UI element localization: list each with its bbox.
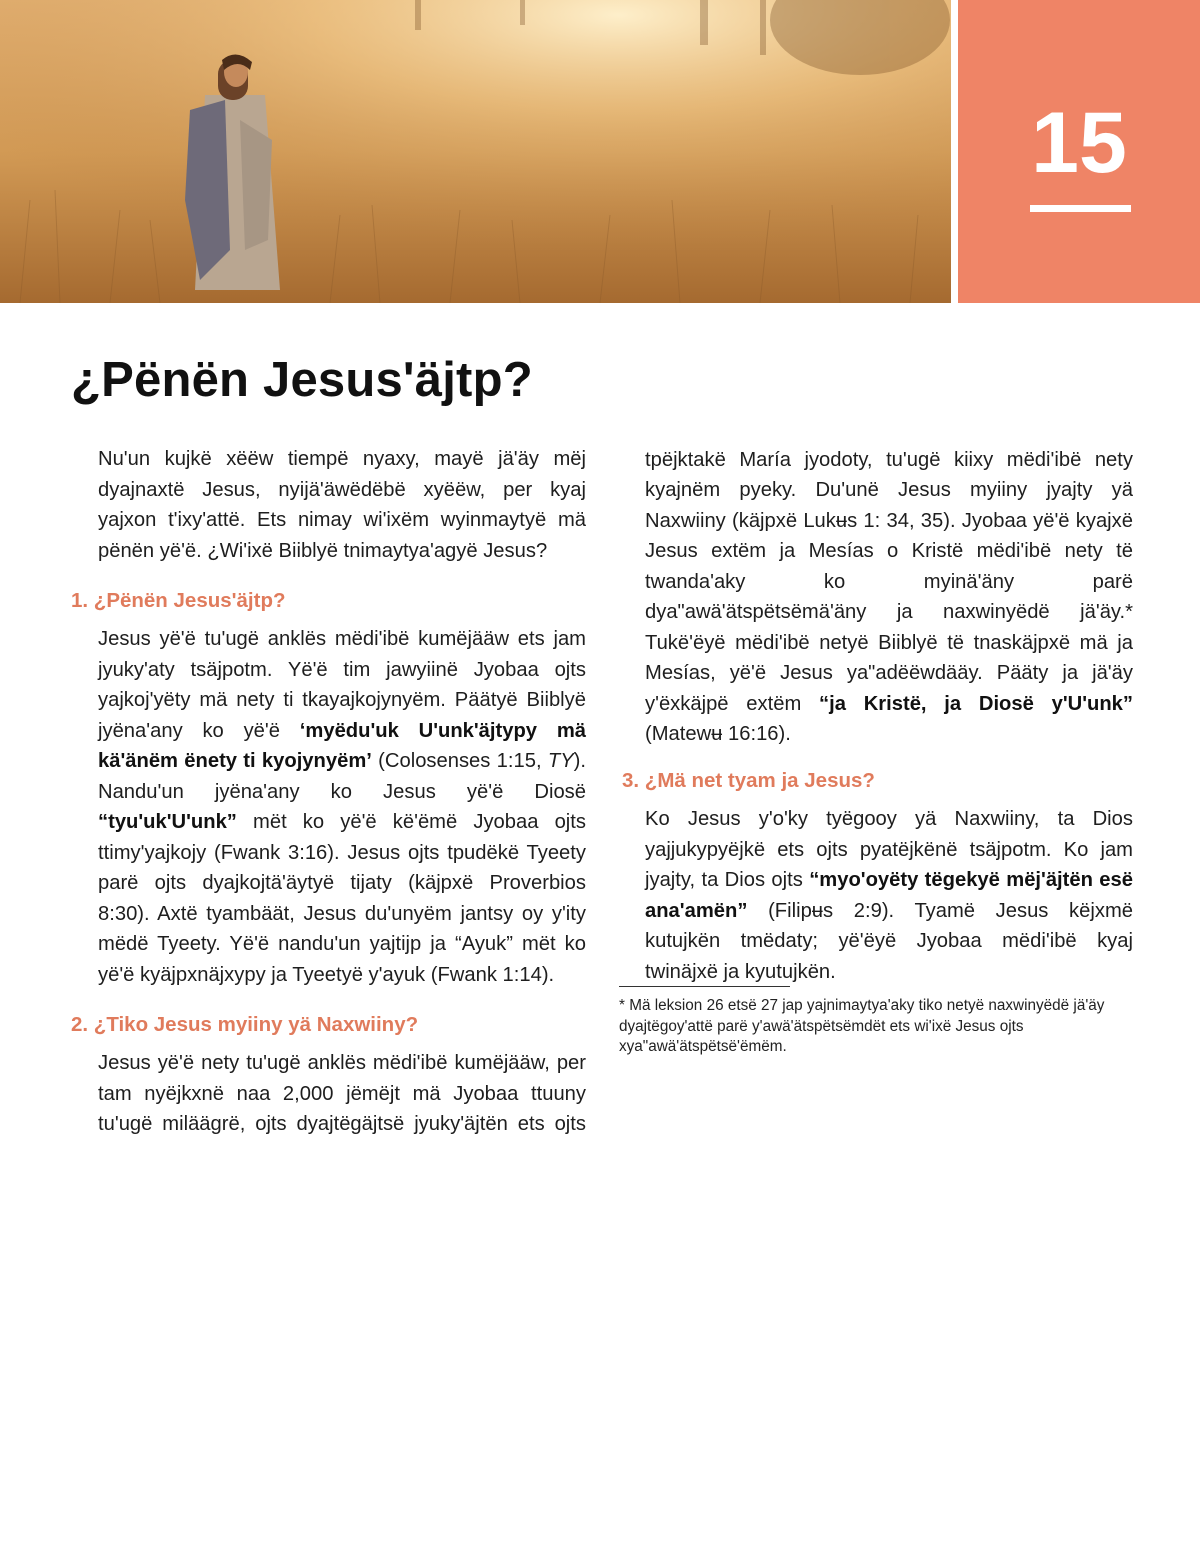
lesson-number: 15 (1031, 95, 1127, 191)
hero-photo (0, 0, 951, 303)
jesus-walking-in-field-photo (0, 0, 951, 303)
question-2-paragraph-continued: tpëjktakë María jyodoty, tu'ugë kiixy mëdi'ibë nety kyajnëm pyeky. Du'unë Jesus myiiny jyajty yä Naxwiiny (käjpxë Lukʉs 1: 34, 35). Jyobaa yë'ë kyajxë Jesus extëm ja Mesías o Kristë mëdi'ibë nety të twanda'aky ko myinä'äny parë dya"awä'ätspëtsëmä'äny ja naxwinyëdë jä'äy.* Tukë'ëyë mëdi'ibë netyë Biiblyë të tnaskäjpxë mä ja Mesías, yë'ë Jesus ya"adëëwdääy. Pääty ja jä'äy y'ëxkäjpë extëm “ja Kristë, ja Diosë y'U'unk” (Matewʉ 16:16). (645, 448, 1133, 744)
question-1-paragraph: Jesus yë'ë tu'ugë anklës mëdi'ibë kumëjääw ets jam jyuky'aty tsäjpotm. Yë'ë tim jawyiinë Jyobaa ojts yajkoj'yëty mä nety ti tkayajkojynyëm. Päätyë Biiblyë jyëna'any ko yë'ë ‘myëdu'uk U'unk'äjtypy mä kä'änëm ënety ti kyojynyëm’ (Colosenses 1:15, TY). Nandu'un jyëna'any ko Jesus yë'ë Diosë “tyu'uk'U'unk” mët ko yë'ë kë'ëmë Jyobaa ojts ttimy'yajkojy (Fwank 3:16). Jesus ojts tpudëkë Tyeety parë ojts dyajkojtä'äytyë tijaty (käjpxë Proverbios 8:30). Axtë tyambäät, Jesus du'unyëm jantsy oy y'ity mëdë Tyeety. Yë'ë nandu'un yajtijp ja “Ayuk” mët ko yë'ë kyäjpxnäjxypy ja Tyeetyë y'ayuk (Fwank 1:14). (98, 628, 586, 986)
badge-underline (1030, 205, 1131, 212)
question-2-paragraph-start: Jesus yë'ë nety tu'ugë anklës mëdi'ibë kumëjääw, per tam nyëjkxnë naa 2,000 jëmëjt mä Jyobaa ttuuny tu'ugë miläägrë, ojts dyajtëgäjtsë jyuky'äjtën ets ojts (98, 1052, 586, 1135)
right-column (622, 444, 1133, 987)
question-2-heading: 2. ¿Tiko Jesus myiiny yä Naxwiiny? (71, 1013, 419, 1036)
footnote: * Mä leksion 26 etsë 27 jap yajnimaytya'aky tiko netyë naxwinyëdë jä'äy dyajtëgoy'attë parë y'awä'ätspëtsëmdët ets wi'ixë Jesus ojts xya"awä'ätspëtsë'ëmëm. (619, 997, 1105, 1055)
page-title: ¿Pënën Jesus'äjtp? (71, 353, 533, 407)
intro-paragraph: Nu'un kujkë xëëw tiempë nyaxy, mayë jä'äy mëj dyajnaxtë Jesus, nyijä'äwëdëbë xyëëw, per kyaj yajxon t'ixy'attë. Ets nimay wi'ixëm wyinmaytyë mä pënën yë'ë. ¿Wi'ixë Biiblyë tnimaytya'agyë Jesus? (98, 448, 586, 562)
question-3-heading: 3. ¿Mä net tyam ja Jesus? (622, 769, 875, 792)
question-3-paragraph: Ko Jesus y'o'ky tyëgooy yä Naxwiiny, ta Dios yajjukypyëjkë ets ojts pyatëjkënë tsäjpotm. Ko jam jyajty, ta Dios ojts “myo'oyëty tëgekyë mëj'äjtën esë ana'amën” (Filipʉs 2:9). Tyamë Jesus këjxmë kutujkën tmëdaty; yë'ëyë Jyobaa mëdi'ibë kyaj twinäjxë ja kyutujkën. (645, 808, 1133, 983)
footnote-divider (619, 986, 790, 987)
lesson-number-badge (958, 0, 1200, 303)
question-1-heading: 1. ¿Pënën Jesus'äjtp? (71, 589, 286, 612)
left-column (71, 444, 586, 1139)
